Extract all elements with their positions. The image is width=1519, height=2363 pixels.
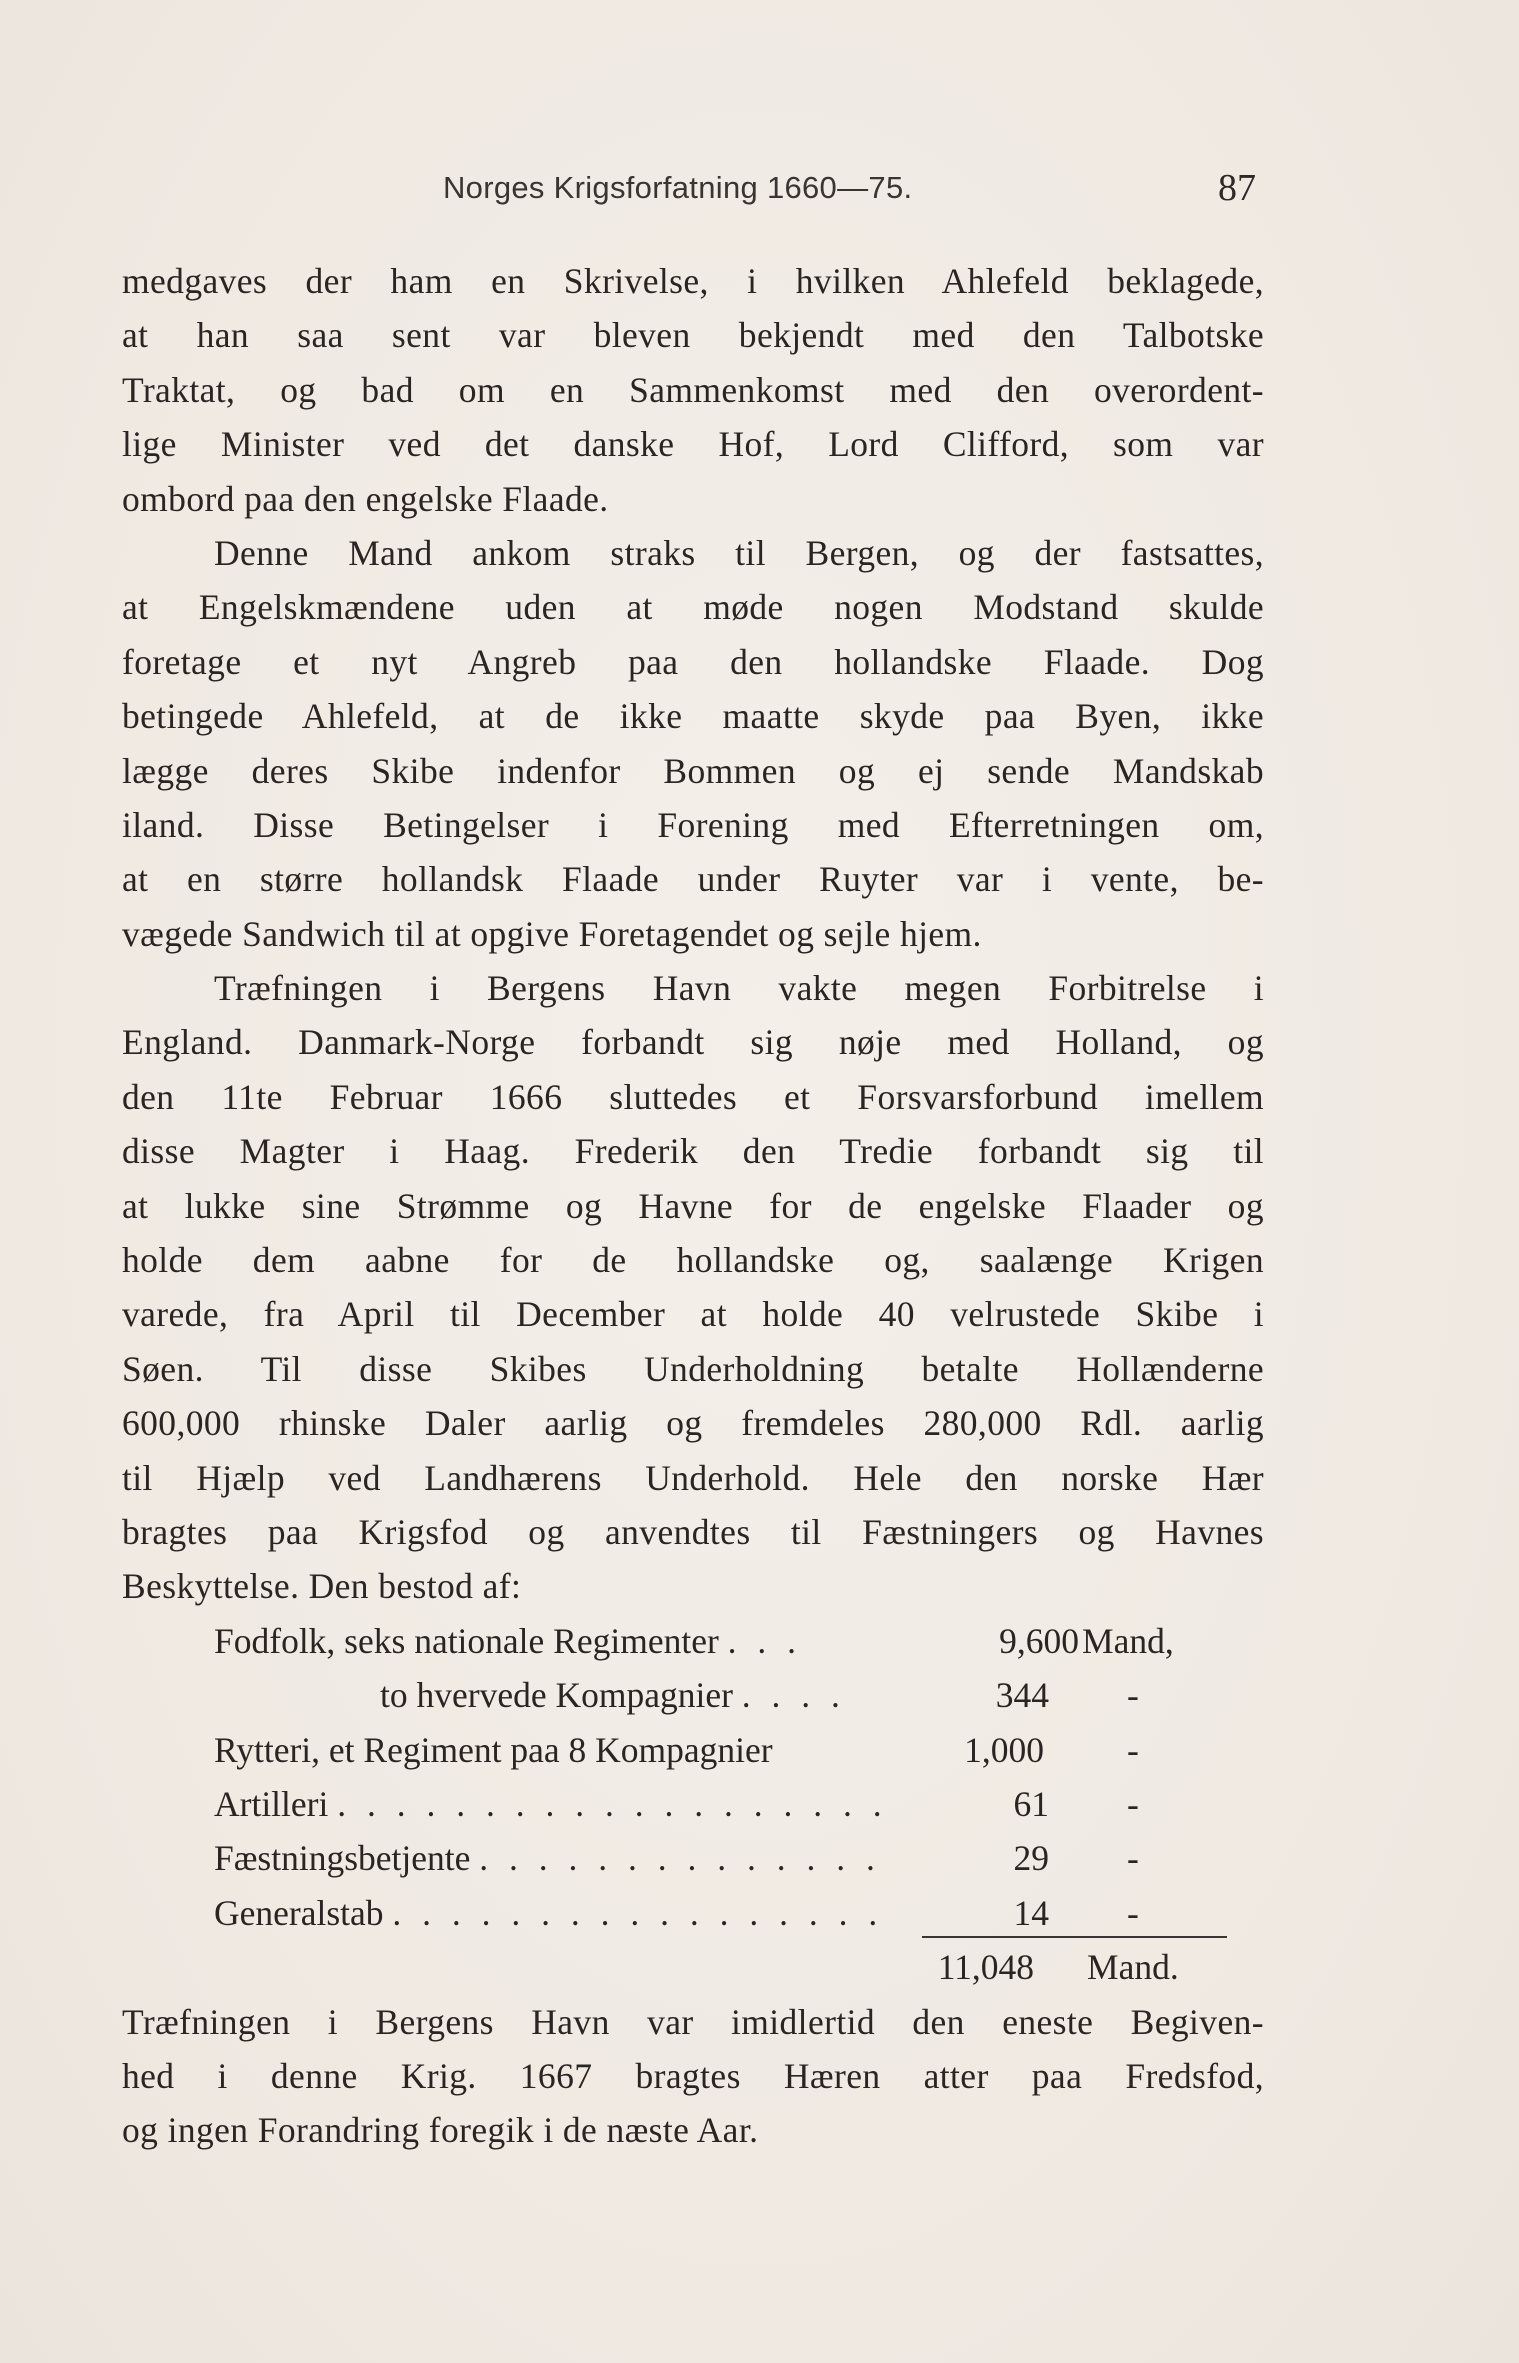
total-number: 11,048	[937, 1947, 1034, 1988]
text-line: varede, fra April til December at holde 40 velrustede Skibe i	[122, 1294, 1264, 1335]
total-unit: Mand.	[1087, 1947, 1179, 1988]
row-unit: Mand,	[1082, 1620, 1174, 1661]
row-unit: -	[1127, 1729, 1139, 1770]
row-label: Artilleri . . . . . . . . . . . . . . . . . . .	[214, 1783, 888, 1824]
text-line: holde dem aabne for de hollandske og, saalænge Krigen	[122, 1240, 1264, 1281]
page-number: 87	[1218, 167, 1256, 209]
running-head	[0, 166, 1519, 216]
row-number: 1,000	[964, 1729, 1044, 1770]
text-line: bragtes paa Krigsfod og anvendtes til Fæstningers og Havnes	[122, 1511, 1264, 1552]
text-line: medgaves der ham en Skrivelse, i hvilken Ahlefeld beklagede,	[122, 261, 1264, 301]
text-line: lige Minister ved det danske Hof, Lord Clifford, som var	[122, 424, 1264, 465]
row-number: 344	[995, 1675, 1049, 1716]
row-unit: -	[1127, 1783, 1139, 1824]
table-row	[122, 1831, 1264, 1885]
text-line: vægede Sandwich til at opgive Foretagendet og sejle hjem.	[122, 913, 982, 954]
table-row	[122, 1723, 1264, 1777]
leader-dots: . . .	[727, 1620, 803, 1661]
text-line: at lukke sine Strømme og Havne for de engelske Flaader og	[122, 1185, 1264, 1226]
leader-dots: . . . . . . . . . . . . . . . . . . .	[337, 1783, 888, 1824]
row-unit: -	[1127, 1892, 1139, 1933]
body-text	[122, 254, 1264, 2158]
text-line: England. Danmark-Norge forbandt sig nøje med Holland, og	[122, 1022, 1264, 1063]
leader-dots: . . . . . . . . . . . . . .	[479, 1838, 881, 1879]
text-line: ombord paa den engelske Flaade.	[122, 478, 609, 519]
text-line: den 11te Februar 1666 sluttedes et Forsvarsforbund imellem	[122, 1076, 1264, 1117]
total-rule	[922, 1936, 1227, 1938]
text-line: lægge deres Skibe indenfor Bommen og ej sende Mandskab	[122, 750, 1264, 791]
row-number: 29	[1013, 1838, 1049, 1879]
row-label: to hvervede Kompagnier . . . .	[380, 1675, 846, 1716]
troop-table	[122, 1614, 1264, 1995]
text-line: disse Magter i Haag. Frederik den Tredie forbandt sig til	[122, 1131, 1264, 1172]
row-label: Generalstab . . . . . . . . . . . . . . . . .	[214, 1892, 884, 1933]
paragraph-4	[122, 1995, 1264, 2158]
row-label: Fæstningsbetjente . . . . . . . . . . . . . .	[214, 1838, 881, 1879]
text-line: Træfningen i Bergens Havn vakte megen Forbitrelse i	[214, 968, 1264, 1009]
table-row	[122, 1886, 1264, 1940]
table-row	[122, 1777, 1264, 1831]
text-line: og ingen Forandring foregik i de næste Aar.	[122, 2110, 759, 2151]
text-line: til Hjælp ved Landhærens Underhold. Hele den norske Hær	[122, 1457, 1264, 1498]
text-line: Beskyttelse. Den bestod af:	[122, 1566, 522, 1607]
leader-dots: . . . . . . . . . . . . . . . . .	[392, 1892, 884, 1933]
total-row	[122, 1940, 1264, 1994]
row-unit: -	[1127, 1675, 1139, 1716]
row-unit: -	[1127, 1838, 1139, 1879]
text-line: at Engelskmændene uden at møde nogen Modstand skulde	[122, 587, 1264, 628]
row-number: 14	[1013, 1892, 1049, 1933]
text-line: Traktat, og bad om en Sammenkomst med den overordent-	[122, 369, 1264, 410]
paragraph-3	[122, 961, 1264, 1614]
row-label: Rytteri, et Regiment paa 8 Kompagnier	[214, 1729, 773, 1770]
text-line: betingede Ahlefeld, at de ikke maatte skyde paa Byen, ikke	[122, 696, 1264, 737]
text-line: at han saa sent var bleven bekjendt med den Talbotske	[122, 315, 1264, 356]
text-line: foretage et nyt Angreb paa den hollandske Flaade. Dog	[122, 641, 1264, 682]
running-title: Norges Krigsforfatning 1660—75.	[443, 170, 913, 205]
text-line: 600,000 rhinske Daler aarlig og fremdeles 280,000 Rdl. aarlig	[122, 1403, 1264, 1444]
text-line: Træfningen i Bergens Havn var imidlertid den eneste Begiven-	[122, 2001, 1264, 2042]
row-label: Fodfolk, seks nationale Regimenter . . .	[214, 1620, 803, 1661]
leader-dots: . . . .	[741, 1675, 846, 1716]
paragraph-2	[122, 526, 1264, 961]
text-line: Søen. Til disse Skibes Underholdning betalte Hollænderne	[122, 1348, 1264, 1389]
row-number: 61	[1013, 1783, 1049, 1824]
text-line: at en større hollandsk Flaade under Ruyter var i vente, be-	[122, 859, 1264, 900]
text-line: hed i denne Krig. 1667 bragtes Hæren atter paa Fredsfod,	[122, 2055, 1264, 2096]
text-line: iland. Disse Betingelser i Forening med Efterretningen om,	[122, 804, 1264, 845]
row-number: 9,600	[999, 1620, 1079, 1661]
paragraph-1	[122, 254, 1264, 526]
table-row	[122, 1614, 1264, 1668]
text-line: Denne Mand ankom straks til Bergen, og der fastsattes,	[214, 532, 1264, 573]
table-row	[122, 1668, 1264, 1722]
